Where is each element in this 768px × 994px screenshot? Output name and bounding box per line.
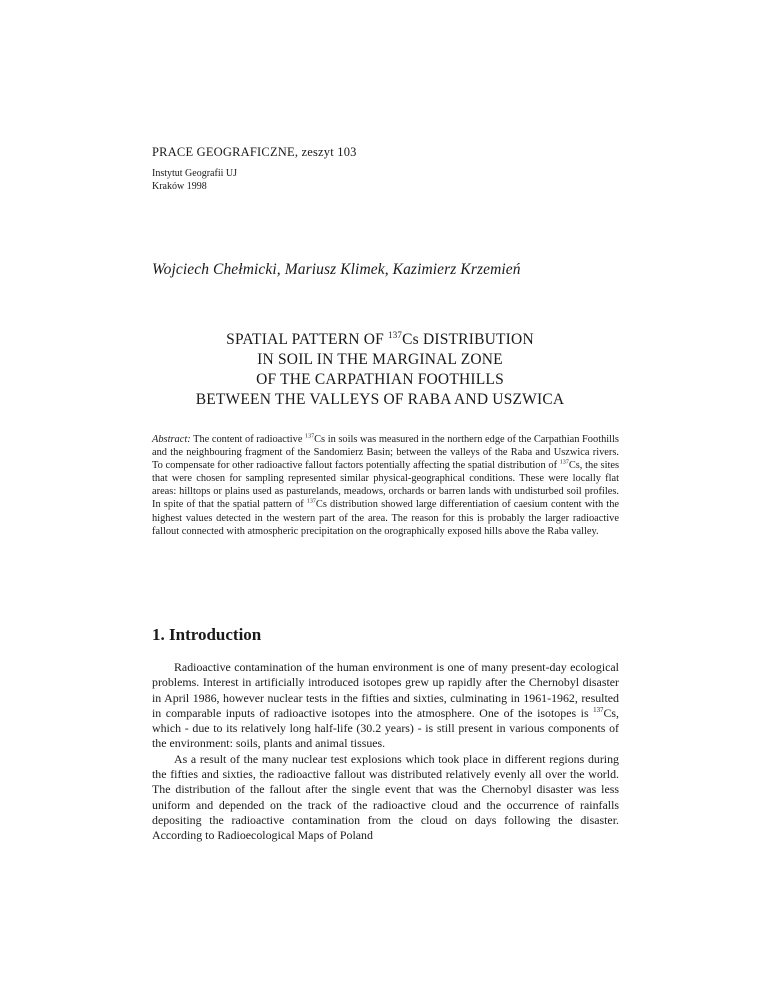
isotope-superscript: 137	[306, 499, 316, 505]
title-text: Cs DISTRIBUTION	[402, 331, 534, 348]
abstract	[152, 433, 619, 538]
isotope-superscript: 137	[593, 706, 604, 714]
isotope-superscript: 137	[559, 459, 569, 466]
isotope-superscript: 137	[388, 329, 403, 340]
abstract-text: Cs, the sites that were chosen for sampling represented similar physical-geographical conditions. These were locally flat areas: hilltops or plains used as pasturelands, meadows, orchards or barren lands with undisturbed soil profiles. In spite of that the spatial pattern of	[152, 460, 620, 511]
abstract-text: Cs in soils was measured in the northern edge of the Carpathian Foothills and the neighbouring fragment of the Sandomierz Basin; between the valleys of the Raba and Uszwica rivers. To compensate for other radioactive fallout factors potentially affecting the spatial distribution of	[152, 434, 619, 472]
paragraph-text: Radioactive contamination of the human environment is one of many present-day ecological problems. Interest in artificially introduced isotopes grew up rapidly after the Chernobyl disaster in April 1986, however nuclear tests in the fifties and sixties, culminating in 1961-1962, resulted in comparable inputs of radioactive isotopes into the atmosphere. One of the isotopes is	[152, 660, 619, 720]
paragraph	[152, 660, 619, 752]
institute-name: Instytut Geografii UJ	[152, 168, 237, 179]
journal-series: PRACE GEOGRAFICZNE, zeszyt 103	[152, 145, 357, 159]
publisher-block	[152, 167, 237, 193]
paragraph-text: Cs, which - due to its relatively long half-life (30.2 years) - is still present in various components of the environment: soils, plants and animal tissues.	[152, 705, 619, 751]
title-line-2: IN SOIL IN THE MARGINAL ZONE	[257, 351, 503, 368]
section-body	[152, 660, 619, 844]
title-text: SPATIAL PATTERN OF	[226, 331, 389, 348]
abstract-text: The content of radioactive	[190, 434, 306, 445]
paper-title	[120, 330, 640, 410]
place-year: Kraków 1998	[152, 181, 207, 192]
paragraph: As a result of the many nuclear test explosions which took place in different regions during the fifties and sixties, the radioactive fallout was distributed relatively evenly all over the world. The distribution of the fallout after the single event that was the Chernobyl disaster was less uniform and depended on the track of the radioactive cloud and the occurrence of rainfalls depositing the radioactive contamination from the cloud on days following the disaster. According to Radioecological Maps of Poland	[152, 751, 619, 843]
abstract-text: Cs distribution showed large differentiation of caesium content with the highest values detected in the western part of the area. The reason for this is probably the larger radioactive fallout connected with atmospheric precipitation on the orographically exposed hills above the Raba valley.	[152, 499, 619, 537]
abstract-label: Abstract:	[152, 434, 191, 445]
title-line-1	[120, 330, 640, 350]
title-line-4: BETWEEN THE VALLEYS OF RABA AND USZWICA	[195, 391, 565, 408]
title-line-3: OF THE CARPATHIAN FOOTHILLS	[256, 371, 504, 388]
author-list: Wojciech Chełmicki, Mariusz Klimek, Kazimierz Krzemień	[152, 261, 521, 278]
isotope-superscript: 137	[305, 433, 315, 440]
section-heading: 1. Introduction	[152, 625, 262, 644]
